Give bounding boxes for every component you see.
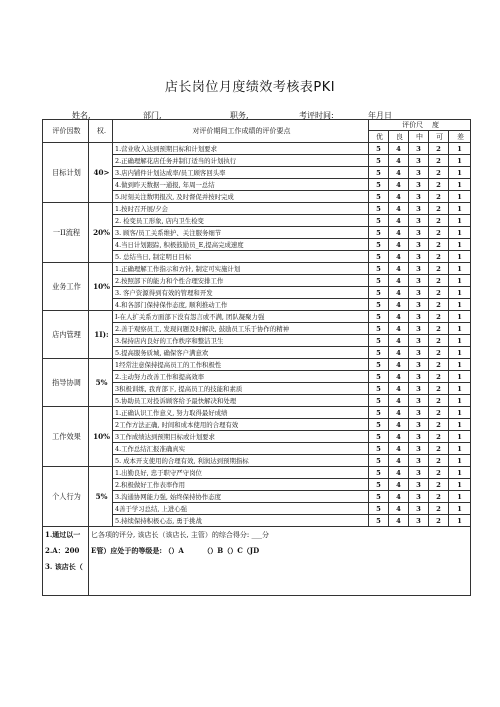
evaluation-item: 3. 顾客/员工关系维护、关注服务细节 [113, 227, 369, 239]
score-cell[interactable]: 2 [429, 443, 449, 455]
score-cell[interactable]: 4 [389, 263, 409, 275]
score-cell[interactable]: 3 [409, 419, 429, 431]
score-cell[interactable]: 1 [449, 299, 471, 311]
score-cell[interactable]: 5 [369, 347, 389, 359]
score-cell[interactable]: 2 [429, 407, 449, 419]
score-cell[interactable]: 5 [369, 143, 389, 155]
header-scale [369, 120, 471, 131]
score-cell[interactable]: 1 [449, 155, 471, 167]
evaluation-item: 1经常注意保持提高员工的工作积极性 [113, 359, 369, 371]
score-cell[interactable]: 2 [429, 251, 449, 263]
score-cell[interactable]: 4 [389, 287, 409, 299]
score-cell[interactable]: 4 [389, 419, 409, 431]
score-cell[interactable]: 4 [389, 371, 409, 383]
score-cell[interactable]: 1 [449, 287, 471, 299]
score-cell[interactable]: 4 [389, 251, 409, 263]
score-cell[interactable]: 2 [429, 227, 449, 239]
score-cell[interactable]: 2 [429, 167, 449, 179]
score-cell[interactable]: 5 [369, 479, 389, 491]
score-cell[interactable]: 1 [449, 395, 471, 407]
score-cell[interactable]: 4 [389, 443, 409, 455]
evaluation-item: 3. 客户资源得到有效的管理和开发 [113, 287, 369, 299]
evaluation-item: 4.和各部门保持保作态度, 顺利推动工作 [113, 299, 369, 311]
score-cell[interactable]: 2 [429, 479, 449, 491]
score-cell[interactable]: 3 [409, 479, 429, 491]
score-cell[interactable]: 4 [389, 227, 409, 239]
score-cell[interactable]: 1 [449, 323, 471, 335]
score-cell[interactable]: 5 [369, 443, 389, 455]
score-cell[interactable]: 2 [429, 323, 449, 335]
score-cell[interactable]: 3 [409, 395, 429, 407]
evaluation-item: 4善于学习总结, 上进心强 [113, 503, 369, 515]
score-cell[interactable]: 2 [429, 191, 449, 203]
footer-left-line2: 2.A：200 [45, 546, 80, 555]
evaluation-item: 4.做到昨天数据一通报, 年周一总结 [113, 179, 369, 191]
evaluation-item: 5. 总结当日, 制定明日目标 [113, 251, 369, 263]
score-cell[interactable]: 1 [449, 311, 471, 323]
score-cell[interactable]: 2 [429, 371, 449, 383]
score-cell[interactable]: 2 [429, 179, 449, 191]
table-row [43, 143, 471, 155]
score-cell[interactable]: 5 [369, 203, 389, 215]
footer-grade-a: E管）应处于的等级是: （）A [91, 546, 184, 555]
score-cell[interactable]: 1 [449, 263, 471, 275]
score-cell[interactable]: 3 [409, 443, 429, 455]
category-name: 店内管理 [43, 311, 89, 359]
evaluation-table [42, 119, 471, 596]
score-cell[interactable]: 4 [389, 479, 409, 491]
table-row [43, 311, 471, 323]
score-cell[interactable]: 2 [429, 455, 449, 467]
category-name: 指导协调 [43, 359, 89, 407]
evaluation-item: 5.协助员工对投诉顾客给予最快解决和处理 [113, 395, 369, 407]
score-cell[interactable]: 3 [409, 167, 429, 179]
footer-right-line3 [91, 543, 470, 559]
score-cell[interactable]: 1 [449, 359, 471, 371]
score-cell[interactable]: 3 [409, 203, 429, 215]
score-cell[interactable]: 4 [389, 215, 409, 227]
evaluation-item: 5.时刻关注数明报次, 及时督促并按时完成 [113, 191, 369, 203]
score-cell[interactable]: 2 [429, 335, 449, 347]
evaluation-item: 2.善于观察员工, 发现问题及时解决, 鼓励员工乐于协作的精神 [113, 323, 369, 335]
table-row [43, 203, 471, 215]
score-cell[interactable]: 4 [389, 203, 409, 215]
header-weight: 权. [89, 120, 113, 143]
score-cell[interactable]: 3 [409, 143, 429, 155]
score-cell[interactable]: 2 [429, 395, 449, 407]
score-cell[interactable]: 1 [449, 191, 471, 203]
score-cell[interactable]: 3 [409, 515, 429, 527]
score-cell[interactable]: 1 [449, 167, 471, 179]
score-cell[interactable]: 4 [389, 467, 409, 479]
score-cell[interactable]: 1 [449, 203, 471, 215]
score-cell[interactable]: 3 [409, 299, 429, 311]
score-cell[interactable]: 5 [369, 383, 389, 395]
footer-left-line1: 1.通过以一 [45, 530, 81, 539]
header-scale-label: 评价尺 [402, 121, 424, 129]
score-cell[interactable]: 5 [369, 455, 389, 467]
score-cell[interactable]: 2 [429, 263, 449, 275]
evaluation-item: I-在人扩关系方面部下没有怨言或不满, 团队凝聚力强 [113, 311, 369, 323]
score-cell[interactable]: 5 [369, 167, 389, 179]
score-cell[interactable]: 1 [449, 251, 471, 263]
score-cell[interactable]: 2 [429, 299, 449, 311]
category-weight: 10% [89, 407, 113, 467]
category-weight: 1I): [89, 311, 113, 359]
score-cell[interactable]: 4 [389, 359, 409, 371]
score-cell[interactable]: 5 [369, 335, 389, 347]
score-cell[interactable]: 5 [369, 275, 389, 287]
score-cell[interactable]: 5 [369, 287, 389, 299]
footer-left [43, 527, 89, 596]
score-cell[interactable]: 1 [449, 419, 471, 431]
score-cell[interactable]: 1 [449, 383, 471, 395]
score-cell[interactable]: 1 [449, 275, 471, 287]
score-cell[interactable]: 2 [429, 347, 449, 359]
score-cell[interactable]: 4 [389, 491, 409, 503]
score-cell[interactable]: 5 [369, 191, 389, 203]
score-cell[interactable]: 5 [369, 251, 389, 263]
evaluation-item: 1.营业收入达到预期目标和计划要求 [113, 143, 369, 155]
score-cell[interactable]: 4 [389, 167, 409, 179]
score-cell[interactable]: 3 [409, 179, 429, 191]
score-cell[interactable]: 2 [429, 515, 449, 527]
evaluation-item: 2工作方法正确, 时间和成本使用的合理有效 [113, 419, 369, 431]
score-cell[interactable]: 3 [409, 503, 429, 515]
footer-right [89, 527, 471, 596]
score-cell[interactable]: 1 [449, 347, 471, 359]
header-mid: 中 [409, 131, 429, 143]
score-cell[interactable]: 3 [409, 239, 429, 251]
evaluation-item: 2.按照部下的能力和个性合理安排工作 [113, 275, 369, 287]
score-cell[interactable]: 1 [449, 503, 471, 515]
header-excellent: 优 [369, 131, 389, 143]
score-cell[interactable]: 2 [429, 383, 449, 395]
score-cell[interactable]: 2 [429, 239, 449, 251]
score-cell[interactable]: 2 [429, 359, 449, 371]
evaluation-item: 2. 检变员工形象, 店内卫生检变 [113, 215, 369, 227]
score-cell[interactable]: 4 [389, 299, 409, 311]
score-cell[interactable]: 4 [389, 407, 409, 419]
score-cell[interactable]: 4 [389, 143, 409, 155]
evaluation-item: 3.沟通协网能力强, 始终保持协作态度 [113, 491, 369, 503]
evaluation-item: 5.持续保持积极心态, 勇于挑战 [113, 515, 369, 527]
evaluation-item: 4.当日计划跟踪, 积极鼓励员_E,提高完成速度 [113, 239, 369, 251]
category-weight: 5% [89, 467, 113, 527]
score-cell[interactable]: 4 [389, 503, 409, 515]
score-cell[interactable]: 2 [429, 419, 449, 431]
table-row [43, 359, 471, 371]
evaluation-item: 3工作成绩达到预期目标或计划要求 [113, 431, 369, 443]
date-label: 年月日 [368, 111, 392, 120]
position-label: 职务, [230, 111, 249, 120]
score-cell[interactable]: 4 [389, 191, 409, 203]
category-name: 业务工作 [43, 263, 89, 311]
score-cell[interactable]: 5 [369, 371, 389, 383]
score-cell[interactable]: 3 [409, 263, 429, 275]
score-cell[interactable]: 1 [449, 335, 471, 347]
header-factor: 评价因数 [43, 120, 89, 143]
score-cell[interactable]: 5 [369, 311, 389, 323]
score-cell[interactable]: 3 [409, 311, 429, 323]
department-label: 部门, [143, 111, 162, 120]
score-cell[interactable]: 4 [389, 347, 409, 359]
score-cell[interactable]: 5 [369, 491, 389, 503]
category-name: 一II流程 [43, 203, 89, 263]
category-name: 工作效果 [43, 407, 89, 467]
score-cell[interactable]: 1 [449, 467, 471, 479]
score-cell[interactable]: 3 [409, 455, 429, 467]
score-cell[interactable]: 5 [369, 359, 389, 371]
score-cell[interactable]: 1 [449, 371, 471, 383]
score-cell[interactable]: 1 [449, 239, 471, 251]
score-cell[interactable]: 3 [409, 215, 429, 227]
evaluation-item: 3.保持店内良好的工作秩序和整洁卫生 [113, 335, 369, 347]
evaluation-item: 5. 成本开支使用的合理有效, 利润达到预期指标 [113, 455, 369, 467]
score-cell[interactable]: 2 [429, 467, 449, 479]
category-name: 个人行为 [43, 467, 89, 527]
score-cell[interactable]: 2 [429, 215, 449, 227]
score-cell[interactable]: 2 [429, 143, 449, 155]
score-cell[interactable]: 4 [389, 395, 409, 407]
score-cell[interactable]: 4 [389, 335, 409, 347]
score-cell[interactable]: 3 [409, 359, 429, 371]
header-points: 对评价期间工作成绩的评价要点 [113, 120, 369, 143]
score-cell[interactable]: 5 [369, 407, 389, 419]
evaluation-item: 2.正确理解花店任务并制订适当的计划执行 [113, 155, 369, 167]
evaluation-item: 3积极训练, 我育部下, 提高员工的技能和素质 [113, 383, 369, 395]
score-cell[interactable]: 3 [409, 227, 429, 239]
score-cell[interactable]: 2 [429, 155, 449, 167]
table-row [43, 263, 471, 275]
score-cell[interactable]: 3 [409, 323, 429, 335]
table-row [43, 407, 471, 419]
score-cell[interactable]: 3 [409, 431, 429, 443]
score-cell[interactable]: 1 [449, 515, 471, 527]
header-degree-label: 度 [431, 121, 439, 129]
score-cell[interactable]: 3 [409, 491, 429, 503]
score-cell[interactable]: 1 [449, 455, 471, 467]
score-cell[interactable]: 2 [429, 287, 449, 299]
score-cell[interactable]: 5 [369, 467, 389, 479]
score-cell[interactable]: 1 [449, 227, 471, 239]
score-cell[interactable]: 5 [369, 299, 389, 311]
score-cell[interactable]: 4 [389, 179, 409, 191]
score-cell[interactable]: 2 [429, 431, 449, 443]
score-cell[interactable]: 4 [389, 431, 409, 443]
evaluation-item: 1.正确认识工作意义, 努力取得最好成绩 [113, 407, 369, 419]
score-cell[interactable]: 5 [369, 419, 389, 431]
header-poor: 差 [449, 131, 471, 143]
evaluation-item: 1.按时召开展/夕会 [113, 203, 369, 215]
score-cell[interactable]: 1 [449, 443, 471, 455]
score-cell[interactable]: 5 [369, 227, 389, 239]
score-cell[interactable]: 3 [409, 191, 429, 203]
score-cell[interactable]: 2 [429, 275, 449, 287]
score-cell[interactable]: 2 [429, 503, 449, 515]
evaluation-item: 1.出勤良好, 忠于职守严守岗位 [113, 467, 369, 479]
score-cell[interactable]: 4 [389, 275, 409, 287]
evaluation-item: 4.工作总结汇报准确真实 [113, 443, 369, 455]
footer-grade-bcd: （）B（）C（JD [203, 546, 260, 555]
score-cell[interactable]: 2 [429, 491, 449, 503]
score-cell[interactable]: 4 [389, 383, 409, 395]
score-cell[interactable]: 3 [409, 347, 429, 359]
score-cell[interactable]: 3 [409, 467, 429, 479]
category-weight: 10% [89, 263, 113, 311]
score-cell[interactable]: 1 [449, 479, 471, 491]
footer-left-line3: 3. 该店长（ [45, 562, 83, 571]
score-cell[interactable]: 4 [389, 311, 409, 323]
header-good: 良 [389, 131, 409, 143]
score-cell[interactable]: 5 [369, 179, 389, 191]
score-cell[interactable]: 5 [369, 431, 389, 443]
score-cell[interactable]: 5 [369, 515, 389, 527]
score-cell[interactable]: 3 [409, 371, 429, 383]
score-cell[interactable]: 3 [409, 251, 429, 263]
score-cell[interactable]: 5 [369, 503, 389, 515]
score-cell[interactable]: 4 [389, 323, 409, 335]
evaluation-item: 2.积极做好工作表率作用 [113, 479, 369, 491]
score-cell[interactable]: 2 [429, 311, 449, 323]
page-title: 店长岗位月度绩效考核表PKI [164, 80, 336, 95]
table-row [43, 467, 471, 479]
score-cell[interactable]: 3 [409, 383, 429, 395]
score-cell[interactable]: 5 [369, 239, 389, 251]
score-cell[interactable]: 1 [449, 407, 471, 419]
score-cell[interactable]: 5 [369, 395, 389, 407]
category-weight: 20% [89, 203, 113, 263]
category-name: 目标计划 [43, 143, 89, 203]
score-cell[interactable]: 4 [389, 239, 409, 251]
score-cell[interactable]: 4 [389, 155, 409, 167]
score-cell[interactable]: 1 [449, 215, 471, 227]
score-cell[interactable]: 5 [369, 323, 389, 335]
name-label: 姓名, [72, 111, 91, 120]
score-cell[interactable]: 3 [409, 407, 429, 419]
evaluation-item: 1.正确理解工作指示和方针, 制定可实施计划 [113, 263, 369, 275]
score-cell[interactable]: 3 [409, 287, 429, 299]
evaluation-item: 3.店内铺件计划达成率/员工顾客回头率 [113, 167, 369, 179]
score-cell[interactable]: 4 [389, 455, 409, 467]
score-cell[interactable]: 3 [409, 335, 429, 347]
score-cell[interactable]: 5 [369, 155, 389, 167]
evaluation-item: 5.提高服务质城, 确保客户满意欢 [113, 347, 369, 359]
eval-time-label: 考评时间: [299, 111, 334, 120]
score-cell[interactable]: 4 [389, 515, 409, 527]
category-weight: 40> [89, 143, 113, 203]
score-cell[interactable]: 3 [409, 155, 429, 167]
score-cell[interactable]: 1 [449, 491, 471, 503]
category-weight: 5% [89, 359, 113, 407]
score-cell[interactable]: 1 [449, 179, 471, 191]
evaluation-item: 2.主动努力改善工作和提高效率 [113, 371, 369, 383]
footer-right-line1: 匕各项的评分, 该店长（该店长, 主管）的综合得分: ___分 [91, 531, 269, 539]
score-cell[interactable]: 2 [429, 203, 449, 215]
score-cell[interactable]: 3 [409, 275, 429, 287]
header-pass: 可 [429, 131, 449, 143]
score-cell[interactable]: 5 [369, 263, 389, 275]
score-cell[interactable]: 5 [369, 215, 389, 227]
score-cell[interactable]: 1 [449, 431, 471, 443]
score-cell[interactable]: 1 [449, 143, 471, 155]
